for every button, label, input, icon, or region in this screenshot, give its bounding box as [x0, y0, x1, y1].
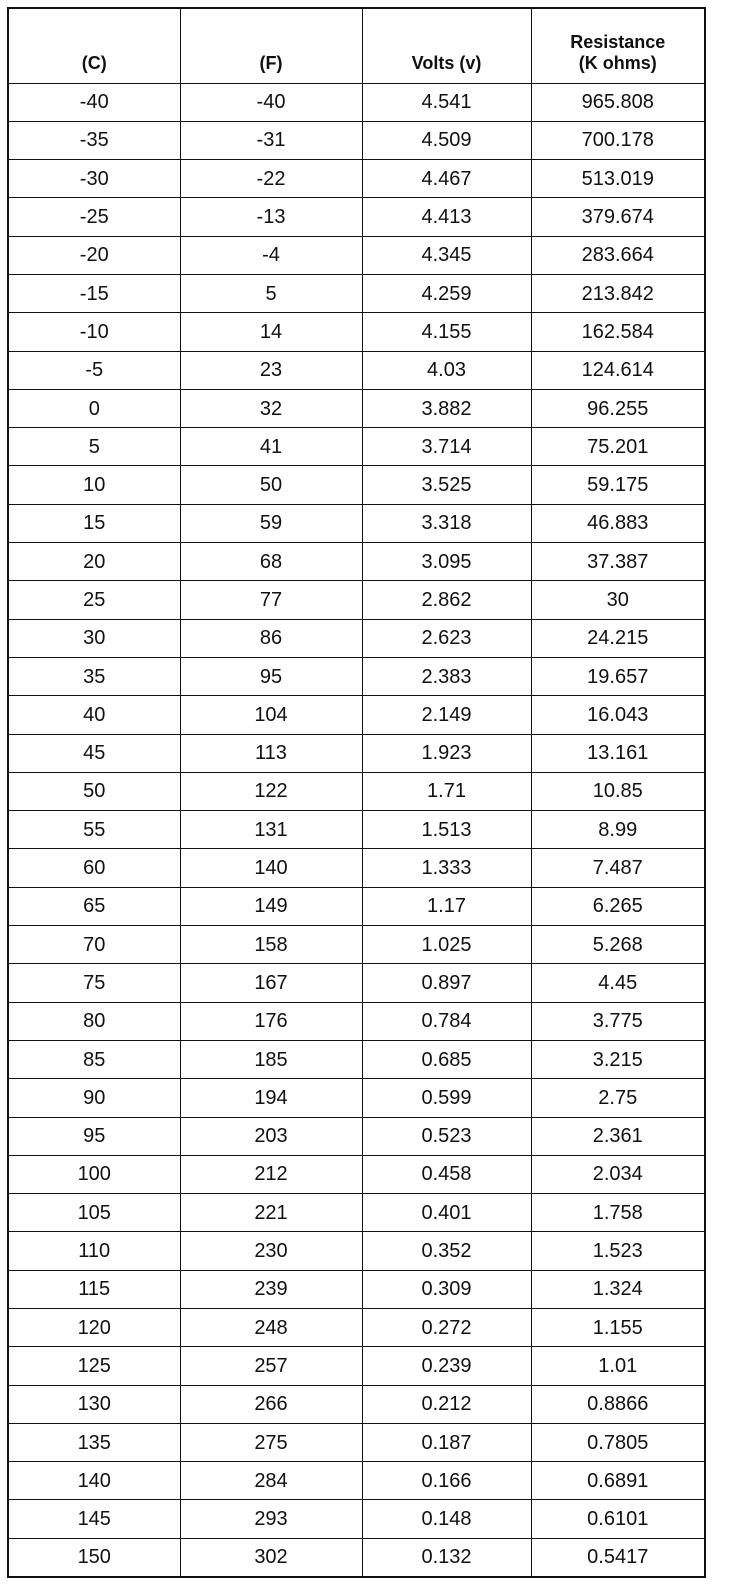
- cell-volts: 0.523: [362, 1117, 531, 1155]
- cell-volts: 0.166: [362, 1462, 531, 1500]
- table-row: [8, 160, 705, 198]
- table-body: [8, 83, 705, 1577]
- cell-volts: 1.025: [362, 926, 531, 964]
- cell-volts: 2.623: [362, 619, 531, 657]
- cell-celsius: 10: [8, 466, 180, 504]
- cell-volts: 1.17: [362, 887, 531, 925]
- cell-fahrenheit: 230: [180, 1232, 362, 1270]
- cell-celsius: 125: [8, 1347, 180, 1385]
- table-row: [8, 121, 705, 159]
- cell-volts: 4.345: [362, 236, 531, 274]
- table-row: [8, 351, 705, 389]
- cell-celsius: 90: [8, 1079, 180, 1117]
- table-row: [8, 1462, 705, 1500]
- cell-volts: 1.333: [362, 849, 531, 887]
- table-row: [8, 1347, 705, 1385]
- cell-celsius: 50: [8, 772, 180, 810]
- cell-fahrenheit: 68: [180, 543, 362, 581]
- cell-fahrenheit: 158: [180, 926, 362, 964]
- cell-celsius: 100: [8, 1155, 180, 1193]
- cell-resistance: 13.161: [531, 734, 705, 772]
- cell-fahrenheit: 266: [180, 1385, 362, 1423]
- cell-resistance: 1.01: [531, 1347, 705, 1385]
- cell-volts: 0.784: [362, 1002, 531, 1040]
- cell-celsius: 135: [8, 1423, 180, 1461]
- cell-resistance: 124.614: [531, 351, 705, 389]
- cell-resistance: 19.657: [531, 657, 705, 695]
- cell-fahrenheit: 302: [180, 1538, 362, 1576]
- cell-fahrenheit: 113: [180, 734, 362, 772]
- cell-fahrenheit: 257: [180, 1347, 362, 1385]
- cell-resistance: 46.883: [531, 504, 705, 542]
- cell-fahrenheit: 95: [180, 657, 362, 695]
- cell-resistance: 0.6101: [531, 1500, 705, 1538]
- table-row: [8, 696, 705, 734]
- cell-celsius: 5: [8, 428, 180, 466]
- cell-volts: 0.458: [362, 1155, 531, 1193]
- table-row: [8, 1155, 705, 1193]
- table-row: [8, 619, 705, 657]
- cell-fahrenheit: 194: [180, 1079, 362, 1117]
- table-row: [8, 1194, 705, 1232]
- cell-volts: 1.71: [362, 772, 531, 810]
- cell-volts: 4.509: [362, 121, 531, 159]
- cell-resistance: 96.255: [531, 389, 705, 427]
- cell-fahrenheit: 131: [180, 811, 362, 849]
- cell-volts: 0.352: [362, 1232, 531, 1270]
- header-celsius: (C): [8, 8, 180, 83]
- cell-volts: 2.383: [362, 657, 531, 695]
- cell-fahrenheit: 32: [180, 389, 362, 427]
- cell-volts: 4.413: [362, 198, 531, 236]
- cell-resistance: 24.215: [531, 619, 705, 657]
- cell-resistance: 513.019: [531, 160, 705, 198]
- cell-resistance: 213.842: [531, 274, 705, 312]
- cell-resistance: 0.5417: [531, 1538, 705, 1576]
- cell-celsius: 75: [8, 964, 180, 1002]
- cell-resistance: 0.6891: [531, 1462, 705, 1500]
- table-row: [8, 274, 705, 312]
- cell-resistance: 1.324: [531, 1270, 705, 1308]
- table-row: [8, 887, 705, 925]
- cell-celsius: 85: [8, 1040, 180, 1078]
- cell-celsius: -20: [8, 236, 180, 274]
- cell-resistance: 10.85: [531, 772, 705, 810]
- thermistor-table-container: [7, 7, 706, 1578]
- cell-celsius: 70: [8, 926, 180, 964]
- cell-volts: 4.155: [362, 313, 531, 351]
- cell-resistance: 37.387: [531, 543, 705, 581]
- cell-resistance: 16.043: [531, 696, 705, 734]
- cell-resistance: 2.75: [531, 1079, 705, 1117]
- header-fahrenheit: (F): [180, 8, 362, 83]
- cell-volts: 0.599: [362, 1079, 531, 1117]
- cell-fahrenheit: 104: [180, 696, 362, 734]
- table-header: [8, 8, 705, 83]
- cell-celsius: 140: [8, 1462, 180, 1500]
- header-volts: Volts (v): [362, 8, 531, 83]
- table-row: [8, 1079, 705, 1117]
- cell-resistance: 0.8866: [531, 1385, 705, 1423]
- table-row: [8, 1423, 705, 1461]
- table-row: [8, 1309, 705, 1347]
- cell-fahrenheit: 50: [180, 466, 362, 504]
- cell-fahrenheit: 77: [180, 581, 362, 619]
- cell-resistance: 75.201: [531, 428, 705, 466]
- cell-resistance: 3.215: [531, 1040, 705, 1078]
- cell-celsius: 45: [8, 734, 180, 772]
- cell-resistance: 1.758: [531, 1194, 705, 1232]
- cell-fahrenheit: 185: [180, 1040, 362, 1078]
- cell-volts: 2.149: [362, 696, 531, 734]
- cell-fahrenheit: 167: [180, 964, 362, 1002]
- cell-fahrenheit: 140: [180, 849, 362, 887]
- cell-volts: 3.882: [362, 389, 531, 427]
- cell-fahrenheit: 86: [180, 619, 362, 657]
- table-row: [8, 849, 705, 887]
- cell-fahrenheit: 14: [180, 313, 362, 351]
- cell-volts: 3.095: [362, 543, 531, 581]
- table-row: [8, 543, 705, 581]
- cell-resistance: 4.45: [531, 964, 705, 1002]
- cell-volts: 2.862: [362, 581, 531, 619]
- table-row: [8, 313, 705, 351]
- cell-celsius: 20: [8, 543, 180, 581]
- cell-fahrenheit: -22: [180, 160, 362, 198]
- cell-celsius: -25: [8, 198, 180, 236]
- cell-fahrenheit: -13: [180, 198, 362, 236]
- cell-volts: 3.714: [362, 428, 531, 466]
- cell-volts: 3.318: [362, 504, 531, 542]
- cell-resistance: 59.175: [531, 466, 705, 504]
- table-row: [8, 1500, 705, 1538]
- cell-resistance: 6.265: [531, 887, 705, 925]
- cell-volts: 0.132: [362, 1538, 531, 1576]
- table-row: [8, 198, 705, 236]
- thermistor-resistance-table: [7, 7, 706, 1578]
- cell-fahrenheit: 59: [180, 504, 362, 542]
- cell-celsius: 150: [8, 1538, 180, 1576]
- cell-resistance: 30: [531, 581, 705, 619]
- cell-celsius: 80: [8, 1002, 180, 1040]
- cell-celsius: 25: [8, 581, 180, 619]
- header-row: [8, 8, 705, 83]
- cell-fahrenheit: 221: [180, 1194, 362, 1232]
- table-row: [8, 1270, 705, 1308]
- cell-resistance: 700.178: [531, 121, 705, 159]
- header-resistance: [531, 8, 705, 83]
- cell-volts: 3.525: [362, 466, 531, 504]
- cell-celsius: -5: [8, 351, 180, 389]
- header-resistance-line1: Resistance: [570, 31, 666, 52]
- cell-volts: 0.239: [362, 1347, 531, 1385]
- cell-celsius: 40: [8, 696, 180, 734]
- cell-celsius: 55: [8, 811, 180, 849]
- cell-celsius: -15: [8, 274, 180, 312]
- table-row: [8, 926, 705, 964]
- table-row: [8, 657, 705, 695]
- cell-fahrenheit: 176: [180, 1002, 362, 1040]
- table-row: [8, 504, 705, 542]
- cell-celsius: 30: [8, 619, 180, 657]
- cell-fahrenheit: 239: [180, 1270, 362, 1308]
- cell-celsius: 0: [8, 389, 180, 427]
- cell-volts: 4.259: [362, 274, 531, 312]
- cell-volts: 4.03: [362, 351, 531, 389]
- cell-celsius: 145: [8, 1500, 180, 1538]
- cell-resistance: 8.99: [531, 811, 705, 849]
- table-row: [8, 1002, 705, 1040]
- cell-fahrenheit: 248: [180, 1309, 362, 1347]
- table-row: [8, 1117, 705, 1155]
- cell-resistance: 1.523: [531, 1232, 705, 1270]
- table-row: [8, 389, 705, 427]
- table-row: [8, 236, 705, 274]
- table-row: [8, 811, 705, 849]
- table-row: [8, 581, 705, 619]
- cell-celsius: 110: [8, 1232, 180, 1270]
- cell-fahrenheit: 41: [180, 428, 362, 466]
- cell-resistance: 379.674: [531, 198, 705, 236]
- cell-fahrenheit: 275: [180, 1423, 362, 1461]
- cell-fahrenheit: 149: [180, 887, 362, 925]
- cell-volts: 1.513: [362, 811, 531, 849]
- table-row: [8, 1232, 705, 1270]
- cell-resistance: 5.268: [531, 926, 705, 964]
- cell-fahrenheit: -31: [180, 121, 362, 159]
- cell-volts: 0.401: [362, 1194, 531, 1232]
- cell-resistance: 965.808: [531, 83, 705, 121]
- table-row: [8, 1040, 705, 1078]
- table-row: [8, 772, 705, 810]
- cell-resistance: 7.487: [531, 849, 705, 887]
- table-row: [8, 83, 705, 121]
- cell-fahrenheit: 122: [180, 772, 362, 810]
- cell-celsius: 115: [8, 1270, 180, 1308]
- cell-celsius: 95: [8, 1117, 180, 1155]
- cell-volts: 4.541: [362, 83, 531, 121]
- cell-fahrenheit: 5: [180, 274, 362, 312]
- cell-resistance: 283.664: [531, 236, 705, 274]
- cell-resistance: 1.155: [531, 1309, 705, 1347]
- cell-volts: 0.897: [362, 964, 531, 1002]
- table-row: [8, 428, 705, 466]
- cell-volts: 0.212: [362, 1385, 531, 1423]
- table-row: [8, 1538, 705, 1576]
- cell-celsius: 35: [8, 657, 180, 695]
- cell-fahrenheit: 23: [180, 351, 362, 389]
- cell-celsius: -40: [8, 83, 180, 121]
- header-resistance-line2: (K ohms): [578, 52, 657, 73]
- cell-celsius: 60: [8, 849, 180, 887]
- table-row: [8, 734, 705, 772]
- cell-celsius: 65: [8, 887, 180, 925]
- cell-resistance: 162.584: [531, 313, 705, 351]
- cell-fahrenheit: 293: [180, 1500, 362, 1538]
- cell-celsius: 105: [8, 1194, 180, 1232]
- cell-resistance: 0.7805: [531, 1423, 705, 1461]
- cell-celsius: -10: [8, 313, 180, 351]
- cell-celsius: 130: [8, 1385, 180, 1423]
- cell-volts: 0.148: [362, 1500, 531, 1538]
- cell-volts: 0.309: [362, 1270, 531, 1308]
- cell-resistance: 3.775: [531, 1002, 705, 1040]
- cell-volts: 0.272: [362, 1309, 531, 1347]
- cell-fahrenheit: -40: [180, 83, 362, 121]
- cell-celsius: 15: [8, 504, 180, 542]
- cell-fahrenheit: 284: [180, 1462, 362, 1500]
- table-row: [8, 1385, 705, 1423]
- cell-celsius: 120: [8, 1309, 180, 1347]
- cell-volts: 0.685: [362, 1040, 531, 1078]
- cell-fahrenheit: 203: [180, 1117, 362, 1155]
- cell-volts: 4.467: [362, 160, 531, 198]
- cell-celsius: -30: [8, 160, 180, 198]
- table-row: [8, 964, 705, 1002]
- cell-fahrenheit: -4: [180, 236, 362, 274]
- cell-fahrenheit: 212: [180, 1155, 362, 1193]
- cell-resistance: 2.361: [531, 1117, 705, 1155]
- cell-resistance: 2.034: [531, 1155, 705, 1193]
- table-row: [8, 466, 705, 504]
- cell-celsius: -35: [8, 121, 180, 159]
- cell-volts: 0.187: [362, 1423, 531, 1461]
- cell-volts: 1.923: [362, 734, 531, 772]
